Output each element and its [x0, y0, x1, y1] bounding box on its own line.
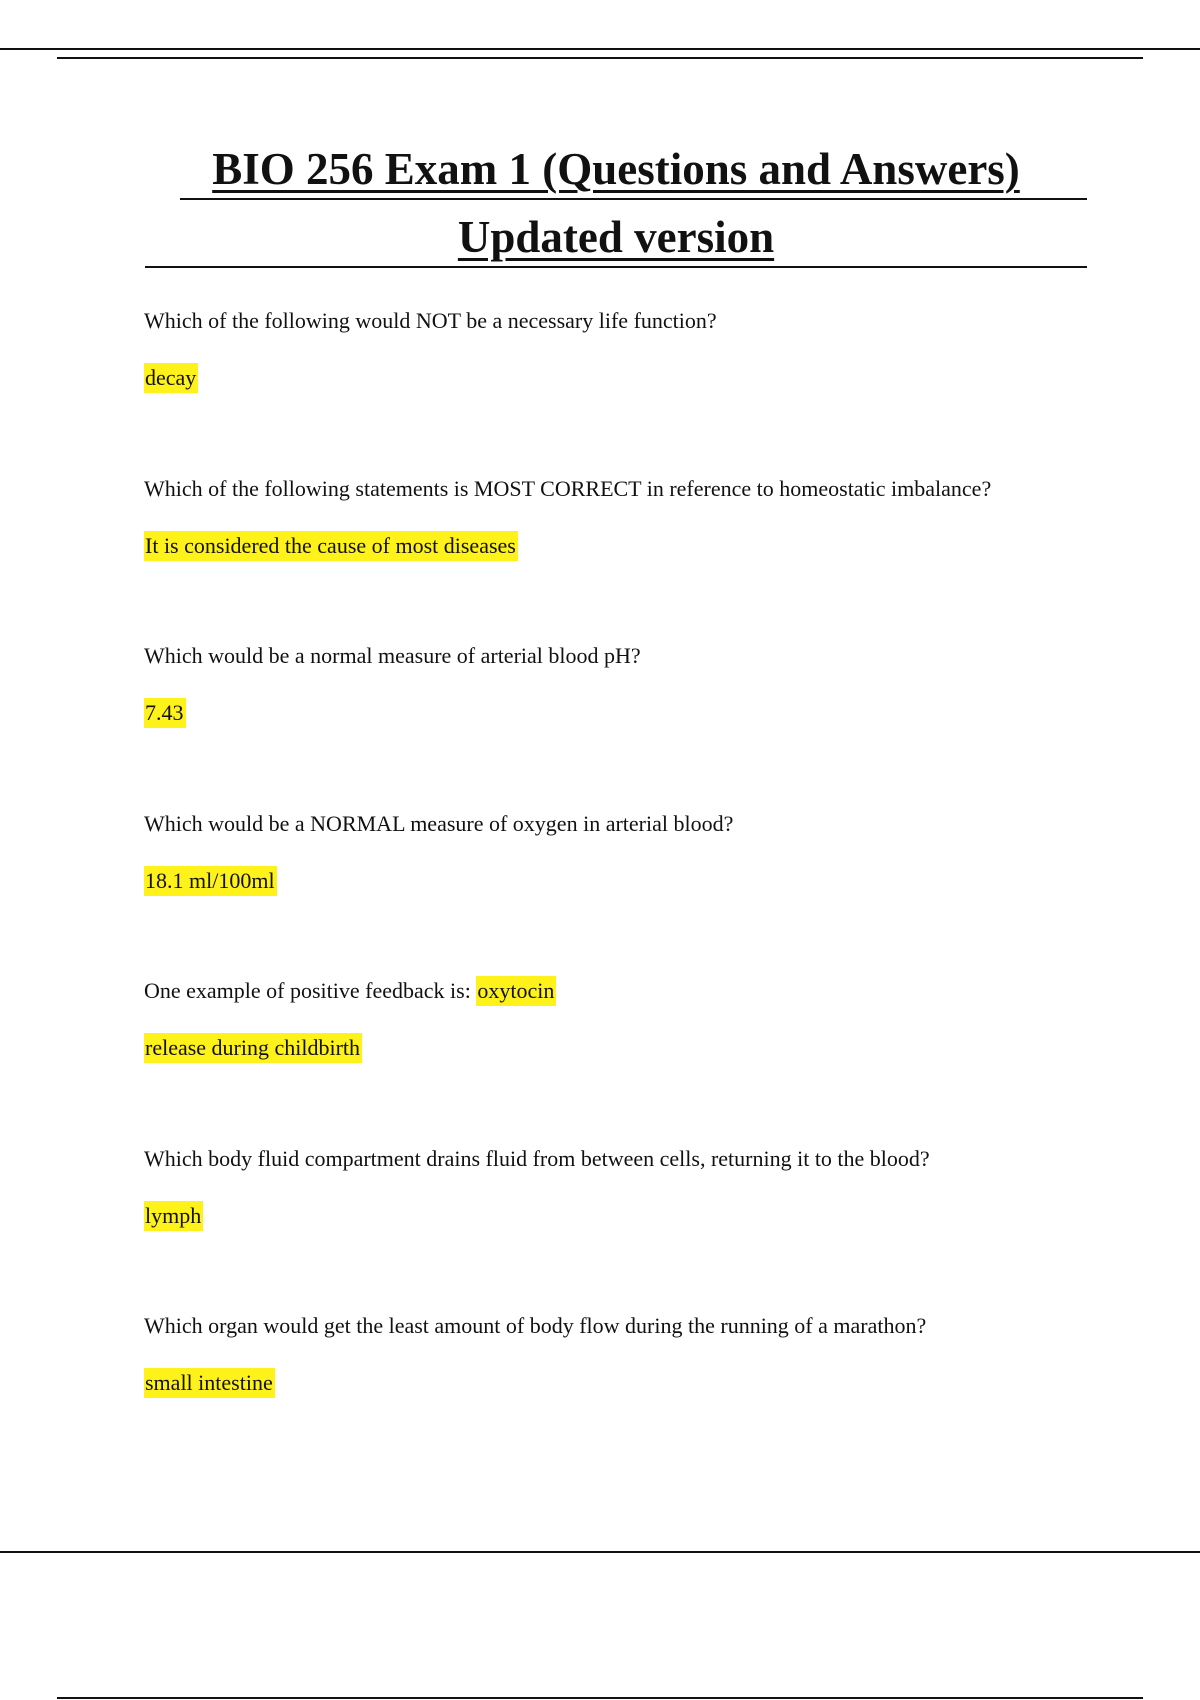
- answer-highlight: lymph: [144, 1201, 203, 1231]
- answer-highlight: decay: [144, 363, 198, 393]
- answer-text: [144, 530, 518, 562]
- question-text: Which of the following would NOT be a necessary life function?: [144, 308, 717, 333]
- qa-item: [144, 473, 1104, 641]
- question-text: Which would be a normal measure of arterial blood pH?: [144, 643, 641, 668]
- qa-item: [144, 640, 1104, 808]
- answer-highlight: 7.43: [144, 698, 186, 728]
- answer-highlight: small intestine: [144, 1368, 275, 1398]
- document-title: [145, 140, 1087, 268]
- answer-text: [144, 1200, 203, 1232]
- answer-text: [144, 1032, 362, 1064]
- question-text: Which would be a NORMAL measure of oxygen in arterial blood?: [144, 810, 734, 836]
- question-text: Which body fluid compartment drains fluid from between cells, returning it to the blood?: [144, 1145, 930, 1171]
- answer-highlight: release during childbirth: [144, 1033, 362, 1063]
- answer-highlight: It is considered the cause of most diseases: [144, 531, 518, 561]
- title-line-2: Updated version: [457, 212, 775, 262]
- title-line-1: BIO 256 Exam 1 (Questions and Answers): [212, 144, 1020, 194]
- question-lead: One example of positive feedback is:: [144, 978, 477, 1003]
- qa-list: [144, 305, 1104, 1478]
- qa-item: [144, 1310, 1104, 1478]
- title-underline-rule-2: [145, 266, 1087, 268]
- next-page-header-rule: [57, 1697, 1143, 1699]
- answer-text: [144, 865, 277, 897]
- header-rule: [57, 57, 1143, 59]
- question-text: Which of the following statements is MOST CORRECT in reference to homeostatic imbalance?: [144, 475, 992, 501]
- answer-highlight-inline: oxytocin: [476, 976, 556, 1006]
- answer-text: [144, 362, 198, 394]
- answer-text: [144, 697, 186, 729]
- question-text: [144, 975, 556, 1007]
- answer-highlight: 18.1 ml/100ml: [144, 866, 277, 896]
- title-underline-rule: [180, 198, 1087, 200]
- qa-item: [144, 305, 1104, 473]
- footer-border-rule: [0, 1551, 1200, 1553]
- top-border-rule: [0, 48, 1200, 50]
- qa-item: [144, 975, 1104, 1143]
- question-text: Which organ would get the least amount of body flow during the running of a marathon?: [144, 1313, 927, 1338]
- answer-text: [144, 1367, 275, 1399]
- qa-item: [144, 1143, 1104, 1311]
- qa-item: [144, 808, 1104, 976]
